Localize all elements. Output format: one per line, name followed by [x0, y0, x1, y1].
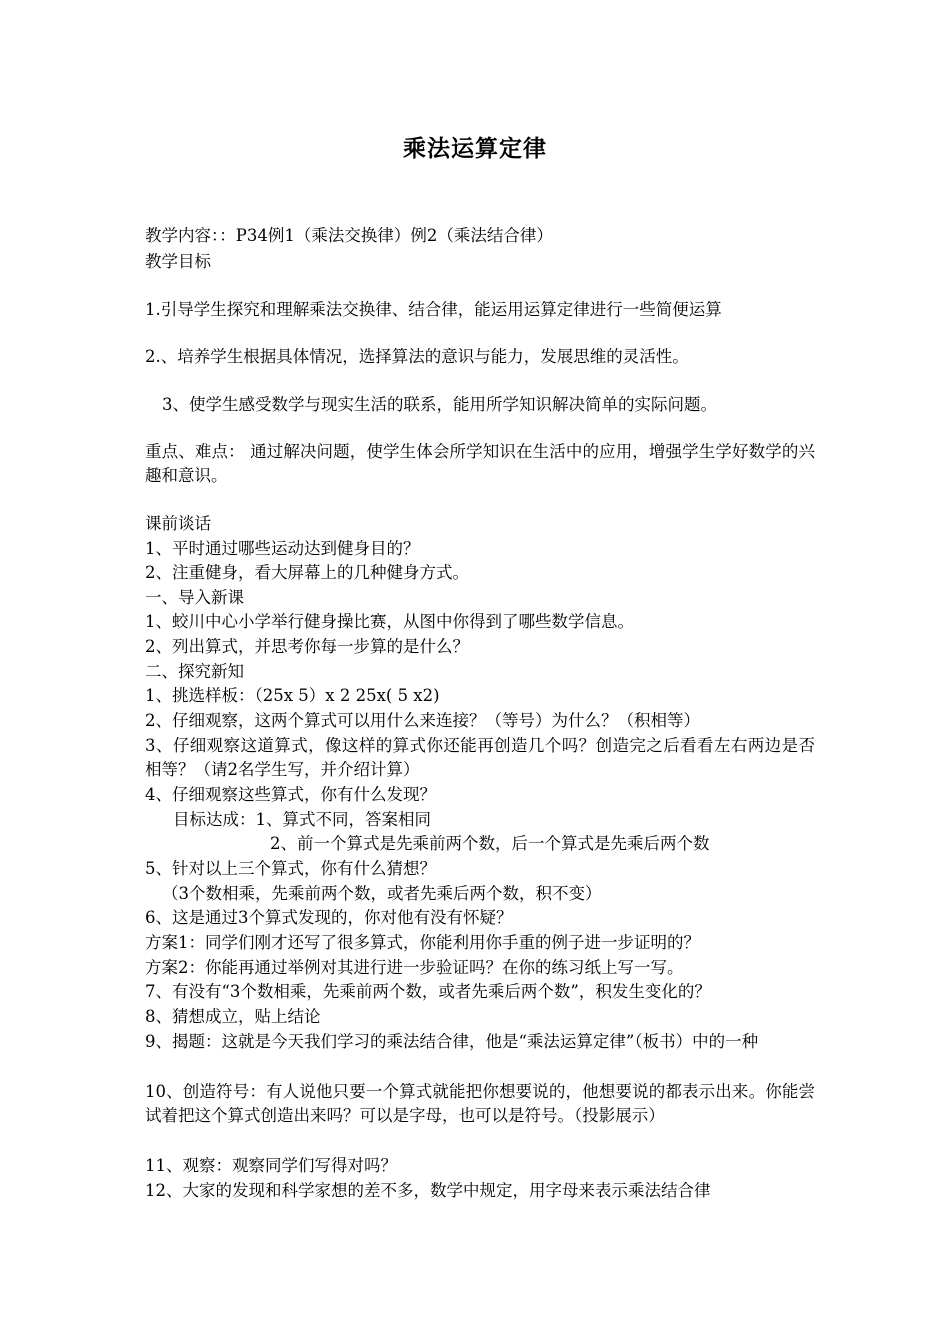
section-2-item-1: 1、挑选样板：（25x 5）x 2 25x( 5 x2): [145, 686, 440, 705]
section-2-item-5: 5、针对以上三个算式，你有什么猜想？: [145, 859, 436, 878]
section-2-item-8: 8、猜想成立，贴上结论: [145, 1007, 321, 1026]
section-1-item-2: 2、列出算式，并思考你每一步算的是什么？: [145, 637, 469, 656]
goal-2-line: 2.、培养学生根据具体情况，选择算法的意识与能力，发展思维的灵活性。: [145, 347, 689, 366]
section-2-item-4: 4、仔细观察这些算式，你有什么发现？: [145, 785, 436, 804]
plan-2-line: 方案2：你能再通过举例对其进行进一步验证吗？在你的练习纸上写一写。: [145, 958, 684, 977]
section-2-heading: 二、探究新知: [145, 662, 244, 681]
section-2-item-6: 6、这是通过3个算式发现的，你对他有没有怀疑？: [145, 908, 513, 927]
section-2-item-12: 12、大家的发现和科学家想的差不多，数学中规定，用字母来表示乘法结合律: [145, 1181, 711, 1200]
section-2-item-7: 7、有没有“3个数相乘，先乘前两个数，或者先乘后两个数”，积发生变化的？: [145, 982, 711, 1001]
goal-achieved-2: 2、前一个算式是先乘前两个数，后一个算式是先乘后两个数: [270, 834, 710, 853]
conjecture-line: （3个数相乘，先乘前两个数，或者先乘后两个数，积不变）: [162, 884, 602, 903]
pre-class-talk-heading: 课前谈话: [145, 514, 211, 533]
pre-class-item-2: 2、注重健身，看大屏幕上的几种健身方式。: [145, 563, 469, 582]
plan-1-line: 方案1：同学们刚才还写了很多算式，你能利用你手重的例子进一步证明的？: [145, 933, 700, 952]
goal-1-line: 1.引导学生探究和理解乘法交换律、结合律，能运用运算定律进行一些简便运算: [145, 300, 722, 319]
goal-3-line: 3、使学生感受数学与现实生活的联系，能用所学知识解决简单的实际问题。: [162, 395, 717, 414]
section-2-item-10: 10、创造符号：有人说他只要一个算式就能把你想要说的，他想要说的都表示出来。你能尝试着把这个算式创造出来吗？可以是字母，也可以是符号。（投影展示）: [145, 1082, 815, 1125]
section-1-heading: 一、导入新课: [145, 588, 244, 607]
section-2-item-2: 2、仔细观察，这两个算式可以用什么来连接？（等号）为什么？（积相等）: [145, 711, 700, 730]
key-points-paragraph: 重点、难点： 通过解决问题，使学生体会所学知识在生活中的应用，增强学生学好数学的兴趣和意识。: [145, 442, 815, 485]
goal-achieved-1: 目标达成：1、算式不同，答案相同: [173, 810, 431, 829]
section-2-item-9: 9、揭题：这就是今天我们学习的乘法结合律，他是“乘法运算定律”（板书）中的一种: [145, 1032, 759, 1051]
section-1-item-1: 1、蛟川中心小学举行健身操比赛，从图中你得到了哪些数学信息。: [145, 612, 634, 631]
section-2-item-11: 11、观察：观察同学们写得对吗？: [145, 1156, 397, 1175]
section-2-item-3: 3、仔细观察这道算式，像这样的算式你还能再创造几个吗？创造完之后看看左右两边是否相等？（请2名学生写，并介绍计算）: [145, 736, 815, 779]
pre-class-item-1: 1、平时通过哪些运动达到健身目的？: [145, 539, 420, 558]
document-title: 乘法运算定律: [403, 136, 547, 162]
teaching-goals-heading: 教学目标: [145, 252, 211, 271]
teaching-content-line: 教学内容：：P34例1（乘法交换律）例2（乘法结合律）: [145, 226, 553, 245]
